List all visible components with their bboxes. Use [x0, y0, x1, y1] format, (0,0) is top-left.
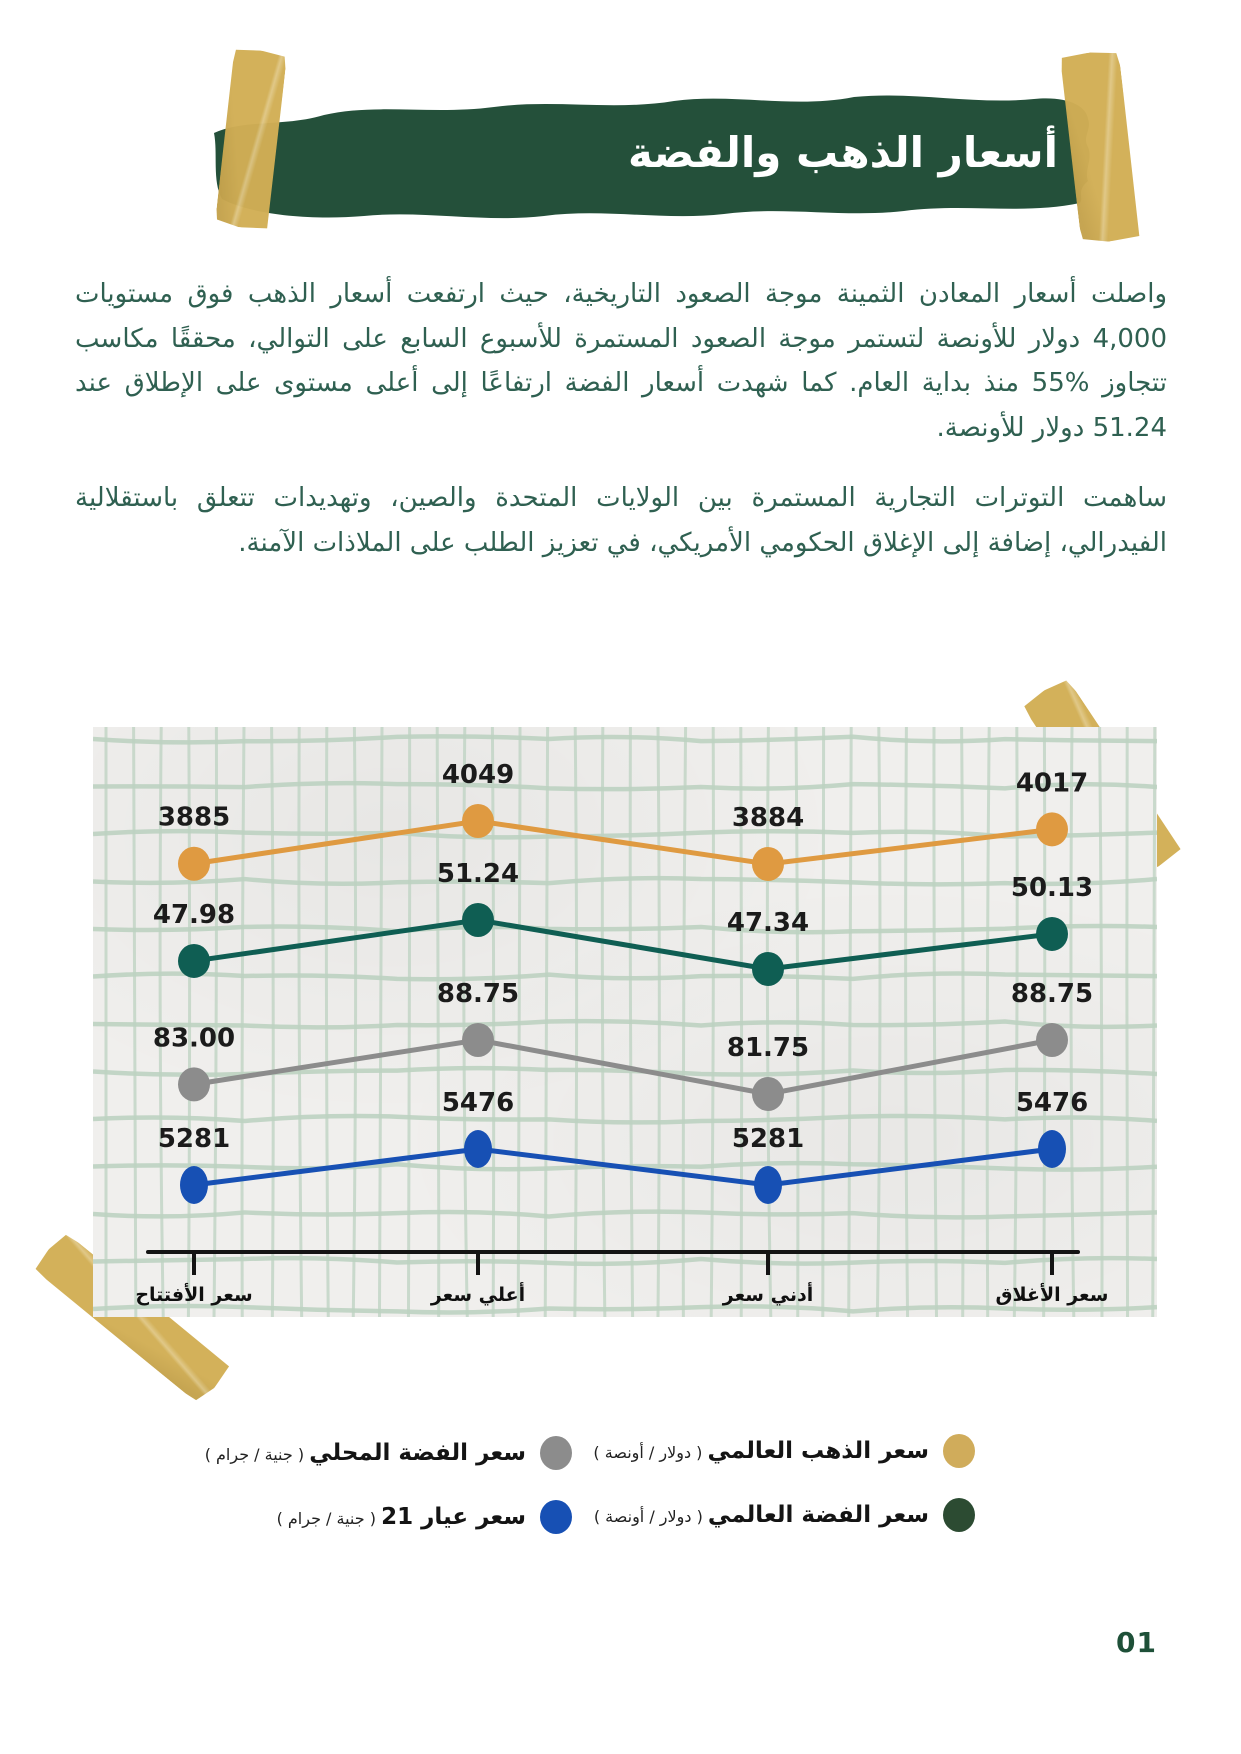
drivers-paragraph: ساهمت التوترات التجارية المستمرة بين الولايات المتحدة والصين، وتهديدات تتعلق باستقلالية الفيدرالي، إضافة إلى الإغلاق الحكومي الأمريكي، في تعزيز الطلب على الملاذات الآمنة. [75, 483, 1167, 558]
svg-text:أعلي سعر: أعلي سعر [430, 1284, 526, 1306]
header-banner [204, 85, 1094, 220]
legend-swatch-karat21 [540, 1500, 572, 1534]
legend-label [594, 1502, 929, 1528]
legend-name-karat21: سعر عيار 21 [381, 1504, 526, 1530]
chart-paper [93, 727, 1157, 1317]
svg-text:4049: 4049 [441, 760, 515, 790]
legend-swatch-global-silver [943, 1498, 975, 1532]
legend-unit-karat21: ( جنية / جرام ) [276, 1509, 376, 1528]
legend-label [205, 1440, 526, 1466]
intro-paragraph: واصلت أسعار المعادن الثمينة موجة الصعود التاريخية، حيث ارتفعت أسعار الذهب فوق مستويات 4,000 دولار للأونصة لتستمر موجة الصعود المستمرة للأسبوع السابع على التوالي، محققًا مكاسب تتجاوز %55 منذ بداية العام. كما شهدت أسعار الفضة ارتفاعًا إلى أعلى مستوى على الإطلاق عند 51.24 دولار للأونصة. [75, 279, 1167, 444]
svg-text:51.24: 51.24 [436, 859, 520, 889]
legend-item-karat21 [277, 1500, 572, 1534]
legend-unit-global-silver: ( دولار / أونصة ) [593, 1507, 703, 1526]
svg-text:47.98: 47.98 [152, 899, 236, 930]
legend-label [277, 1504, 526, 1530]
legend-item-global-gold [593, 1434, 975, 1468]
price-chart-svg [93, 727, 1157, 1317]
svg-text:50.13: 50.13 [1010, 872, 1094, 903]
svg-text:أدني سعر: أدني سعر [722, 1284, 814, 1306]
svg-text:3884: 3884 [731, 803, 805, 833]
legend-name-local-silver: سعر الفضة المحلي [309, 1440, 526, 1466]
svg-text:5476: 5476 [441, 1088, 515, 1118]
legend-name-global-silver: سعر الفضة العالمي [707, 1502, 929, 1528]
svg-text:5281: 5281 [731, 1124, 805, 1154]
legend-swatch-local-silver [540, 1436, 572, 1470]
svg-text:4017: 4017 [1015, 768, 1089, 799]
svg-text:5281: 5281 [157, 1124, 231, 1154]
svg-text:3885: 3885 [157, 802, 231, 833]
legend-item-local-silver [205, 1436, 572, 1470]
series-2 [153, 979, 1093, 1111]
svg-text:سعر الأفتتاح: سعر الأفتتاح [135, 1284, 253, 1306]
page-number: 01 [1116, 1626, 1157, 1659]
svg-text:88.75: 88.75 [1010, 979, 1094, 1009]
page-title: أسعار الذهب والفضة [628, 128, 1058, 177]
series-3 [158, 1088, 1088, 1204]
svg-text:81.75: 81.75 [726, 1033, 810, 1063]
legend-label [593, 1438, 929, 1464]
legend-unit-global-gold: ( دولار / أونصة ) [593, 1443, 703, 1462]
svg-text:سعر الأغلاق: سعر الأغلاق [995, 1284, 1109, 1306]
legend-swatch-global-gold [943, 1434, 975, 1468]
legend-unit-local-silver: ( جنية / جرام ) [204, 1445, 305, 1464]
legend-item-global-silver [594, 1498, 975, 1532]
series-0 [158, 760, 1088, 881]
svg-text:47.34: 47.34 [726, 908, 810, 938]
svg-text:83.00: 83.00 [152, 1023, 236, 1054]
svg-text:5476: 5476 [1015, 1088, 1089, 1118]
svg-text:88.75: 88.75 [436, 979, 520, 1009]
legend-name-global-gold: سعر الذهب العالمي [707, 1438, 929, 1464]
grid [93, 727, 1157, 1317]
